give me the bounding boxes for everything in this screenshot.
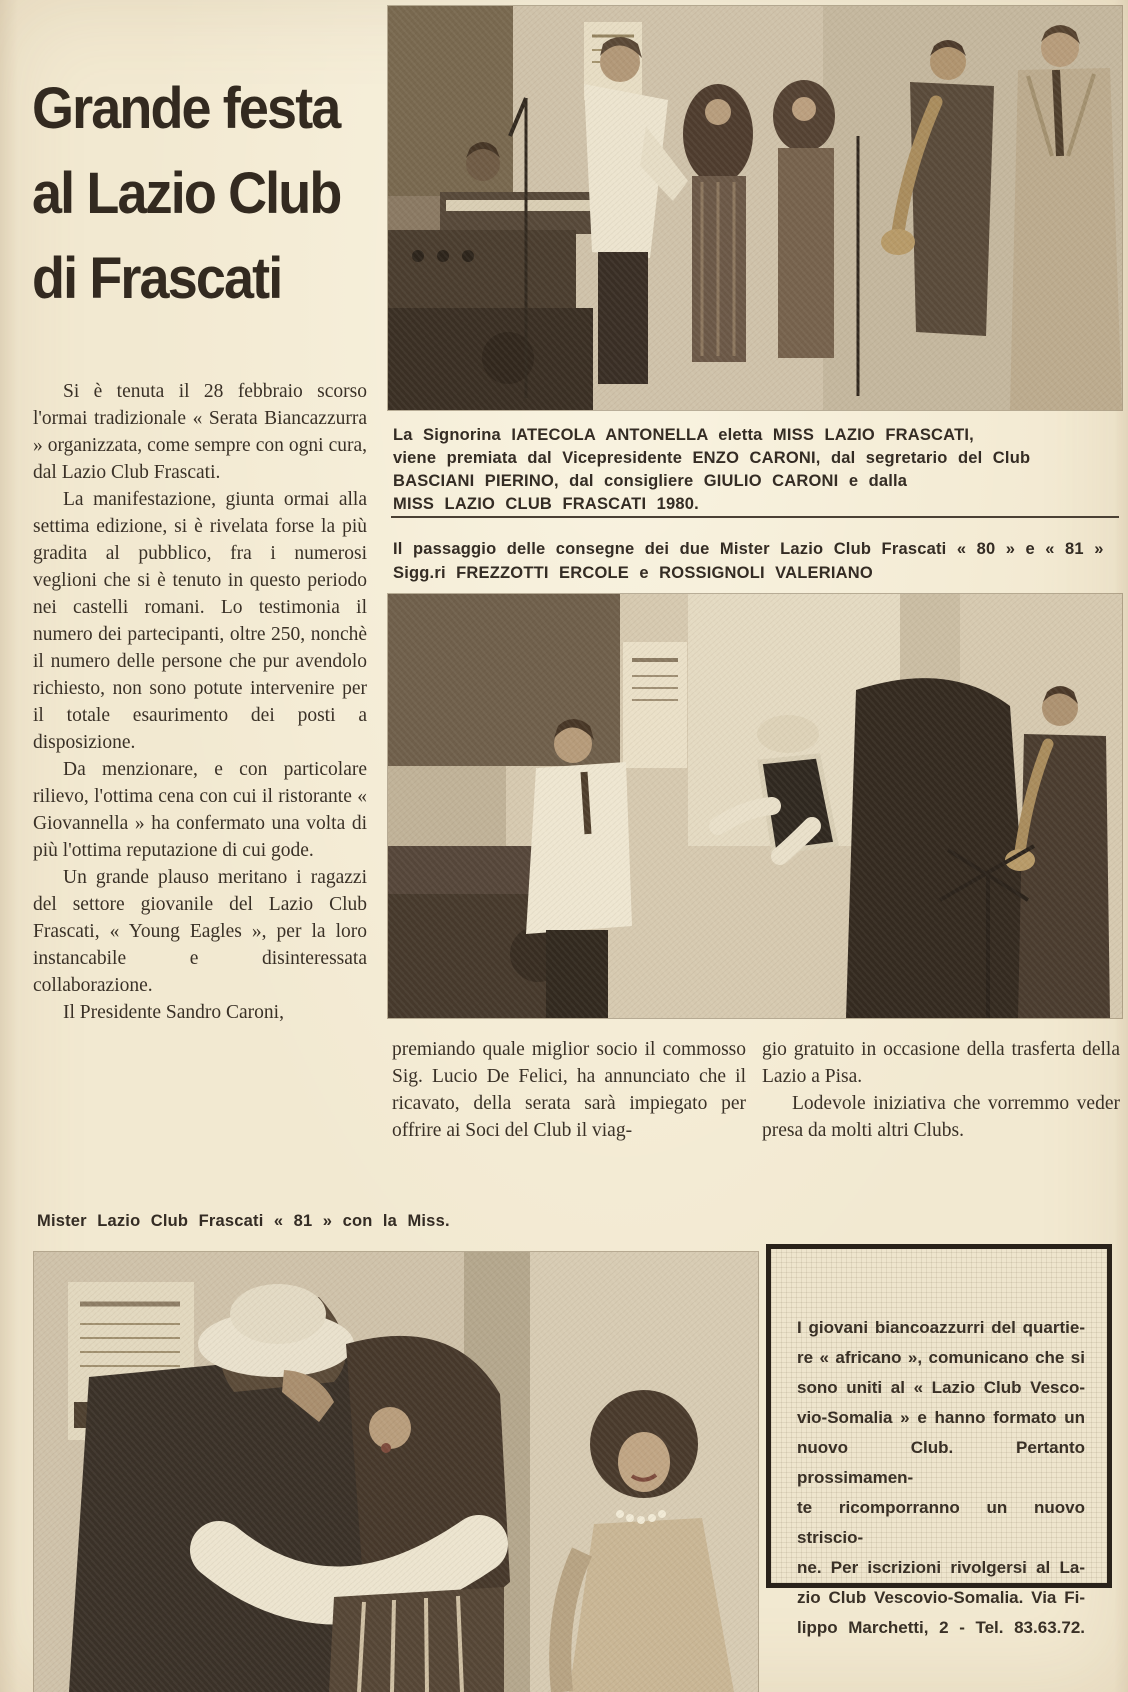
notice-line: ne. Per iscrizioni rivolgersi al La-	[797, 1558, 1085, 1577]
photo2-caption	[393, 537, 1119, 585]
photo2-caption-line: Il passaggio delle consegne dei due Mister Lazio Club Frascati « 80 » e « 81 »	[393, 540, 1104, 558]
notice-line: nuovo Club. Pertanto prossimamen-	[797, 1438, 1085, 1487]
headline-line-3: di Frascati	[32, 246, 282, 311]
photo-handover-ceremony	[388, 594, 1122, 1018]
notice-line: te ricomporranno un nuovo striscio-	[797, 1498, 1085, 1547]
photo-award-stage-illustration	[388, 6, 1122, 410]
article-paragraph: Da menzionare, e con particolare rilievo, l'ottima cena con cui il ristorante « Giovannella » ha confermato una volta di più l'ottima reputazione di cui gode.	[33, 759, 367, 861]
caption-divider-rule	[391, 516, 1119, 518]
photo-award-stage	[388, 6, 1122, 410]
photo1-caption-line: BASCIANI PIERINO, dal consigliere GIULIO CARONI e dalla	[393, 472, 908, 490]
notice-line: vio-Somalia » e hanno formato un	[797, 1408, 1085, 1427]
article-paragraph: Si è tenuta il 28 febbraio scorso l'ormai tradizionale « Serata Biancazzurra » organizzata, come sempre con ogni cura, dal Lazio Club Frascati.	[33, 381, 367, 483]
club-notice-box	[766, 1244, 1112, 1637]
photo1-caption-line: MISS LAZIO CLUB FRASCATI 1980.	[393, 495, 699, 513]
headline-line-1: Grande festa	[32, 76, 340, 141]
photo-mister-with-miss	[34, 1252, 758, 1692]
notice-line: lippo Marchetti, 2 - Tel. 83.63.72.	[797, 1618, 1085, 1637]
article-continuation-column-1	[392, 1036, 746, 1144]
photo3-caption: Mister Lazio Club Frascati « 81 » con la Miss.	[37, 1212, 450, 1230]
article-left-column	[33, 378, 367, 1026]
photo1-caption-line: viene premiata dal Vicepresidente ENZO CARONI, dal segretario del Club	[393, 449, 1031, 467]
article-paragraph: Il Presidente Sandro Caroni,	[63, 1002, 284, 1023]
notice-line: zio Club Vescovio-Somalia. Via Fi-	[797, 1588, 1085, 1607]
photo2-caption-line: Sigg.ri FREZZOTTI ERCOLE e ROSSIGNOLI VALERIANO	[393, 564, 873, 582]
article-paragraph: gio gratuito in occasione della trasferta della Lazio a Pisa.	[762, 1039, 1120, 1087]
photo1-caption	[393, 424, 1113, 516]
notice-line: re « africano », comunicano che si	[797, 1348, 1085, 1367]
article-paragraph: Lodevole iniziativa che vorremmo veder presa da molti altri Clubs.	[762, 1093, 1120, 1141]
headline-line-2: al Lazio Club	[32, 161, 341, 226]
article-continuation-column-2	[762, 1036, 1120, 1144]
article-paragraph: La manifestazione, giunta ormai alla settima edizione, si è rivelata forse la più gradita al pubblico, fra i numerosi veglioni che si è tenuto in questo periodo nei castelli romani. Lo testimonia il numero dei partecipanti, oltre 250, nonchè il numero delle persone che pur avendolo richiesto, non sono potute intervenire per il totale esaurimento dei posti a disposizione.	[33, 489, 367, 753]
notice-line: sono uniti al « Lazio Club Vesco-	[797, 1378, 1085, 1397]
page-title	[32, 66, 423, 321]
photo-mister-miss-illustration	[34, 1252, 758, 1692]
article-paragraph: Un grande plauso meritano i ragazzi del settore giovanile del Lazio Club Frascati, « Young Eagles », per la loro instancabile e disinteressata collaborazione.	[33, 867, 367, 996]
photo1-caption-line: La Signorina IATECOLA ANTONELLA eletta MISS LAZIO FRASCATI,	[393, 426, 974, 444]
photo-handover-illustration	[388, 594, 1122, 1018]
notice-line: I giovani biancoazzurri del quartie-	[797, 1318, 1085, 1337]
article-paragraph: premiando quale miglior socio il commosso Sig. Lucio De Felici, ha annunciato che il ricavato, della serata sarà impiegato per offrire ai Soci del Club il viag-	[392, 1039, 746, 1141]
